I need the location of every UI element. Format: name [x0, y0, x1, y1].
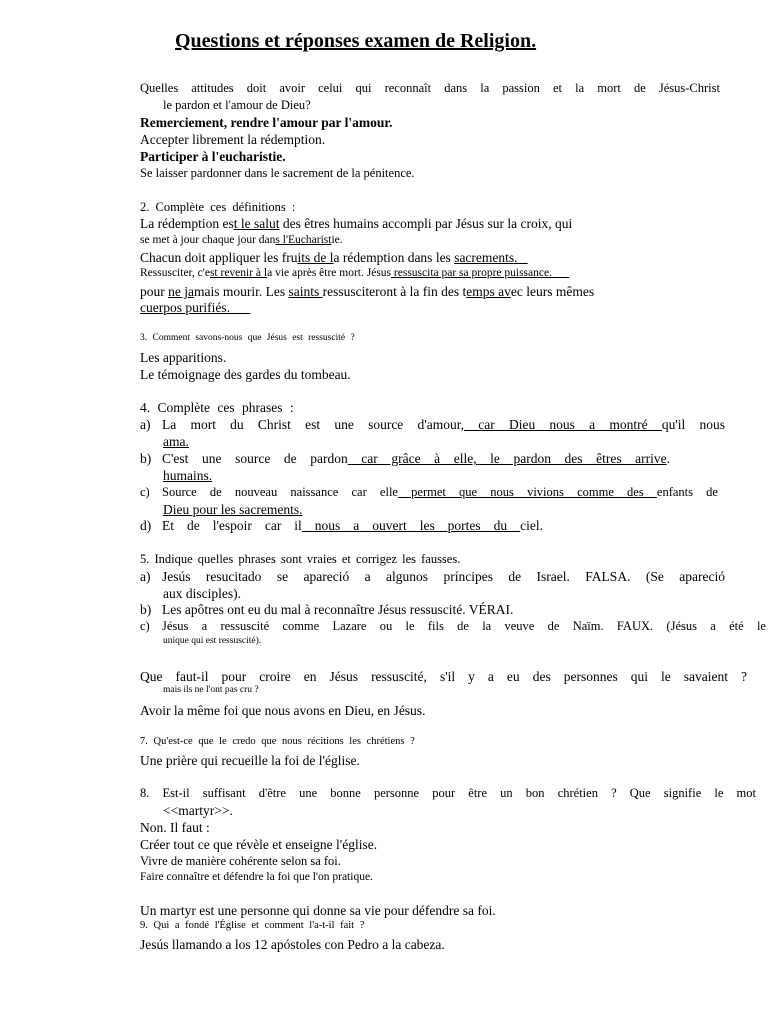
q1-answer-3: Participer à l'eucharistie.	[140, 149, 286, 164]
q2-line5-underlined: saints	[288, 284, 323, 299]
q2-line1-part: La rédemption es	[140, 216, 234, 231]
q7-answer: Une prière qui recueille la foi de l'église.	[140, 753, 360, 768]
q2-line3-part: a rédemption dans les	[333, 250, 455, 265]
q6-line1: Que faut-il pour croire en Jésus ressuscité, s'il y a eu des personnes qui le savaient ?	[140, 669, 747, 684]
q8-answer-4: Faire connaître et défendre la foi que l'on pratique.	[140, 871, 373, 883]
q4-label-d: d)	[140, 518, 152, 533]
q1-line1: Quelles attitudes doit avoir celui qui reconnaît dans la passion et la mort de Jésus-Christ	[140, 81, 720, 95]
q2-line1	[140, 217, 572, 231]
q8-answer-2: Créer tout ce que révèle et enseigne l'église.	[140, 837, 378, 852]
q2-line3	[140, 251, 528, 265]
q4-text-b-part: .	[666, 451, 670, 466]
q5-label-b: b)	[140, 602, 152, 617]
q5-item-a-line2: aux disciples).	[163, 586, 241, 601]
q8-answer-3: Vivre de manière cohérente selon sa foi.	[140, 854, 341, 868]
q4-text-d-part: ciel.	[520, 518, 543, 533]
q4-item-b	[140, 452, 670, 466]
q8-answer-1: Non. Il faut :	[140, 820, 210, 835]
q4-item-a	[140, 418, 725, 432]
q4-heading: 4. Complète ces phrases :	[140, 400, 294, 415]
q1-answer-2: Accepter librement la rédemption.	[140, 132, 326, 147]
q5-text-b: Les apôtres ont eu du mal à reconnaître Jésus ressuscité. VÉRAI.	[162, 602, 514, 617]
q5-item-c-line2: unique qui est ressuscité).	[163, 636, 262, 646]
q2-line2	[140, 235, 343, 247]
page-title: Questions et réponses examen de Religion.	[175, 30, 537, 52]
q6-line2: mais ils ne l'ont pas cru ?	[163, 685, 259, 695]
q8-answer-5: Un martyr est une personne qui donne sa vie pour défendre sa foi.	[140, 903, 496, 918]
q4-text-a-part: qu'il nous	[661, 417, 725, 432]
q4-item-a-line2: ama.	[163, 434, 189, 449]
q4-text-b-part: C'est une source de pardon	[162, 451, 348, 466]
q2-line1-part: des êtres humains accompli par Jésus sur la croix, qui	[279, 216, 573, 231]
q2-heading: 2. Complète ces définitions :	[140, 200, 296, 214]
q2-line5-underlined: ne ja	[168, 284, 194, 299]
q8-line2: <<martyr>>.	[163, 803, 233, 818]
q2-line5-underlined: emps av	[466, 284, 511, 299]
q4-text-a	[162, 418, 725, 432]
q2-line4-underlined	[552, 267, 569, 279]
q4-fill-d: nous a ouvert les portes du	[301, 518, 521, 533]
q4-label-a: a)	[140, 417, 151, 432]
q4-item-d	[140, 519, 543, 533]
q2-line5-part: ressusciteront à la fin des t	[322, 284, 467, 299]
q2-line6: cuerpos purifiés.	[140, 300, 251, 315]
q4-text-b	[162, 452, 670, 466]
q5-item-c	[140, 620, 766, 633]
q4-label-c: c)	[140, 485, 150, 499]
q2-line3-underlined: its de l	[297, 250, 334, 265]
q2-line5-part: ec leurs mêmes	[510, 284, 595, 299]
q4-item-c-line2: Dieu pour les sacrements.	[163, 502, 303, 517]
q2-line3-part: Chacun doit appliquer les fru	[140, 250, 298, 265]
q2-line4-part: Ressusciter, c'e	[140, 267, 210, 279]
q2-line1-underlined: t le salut	[233, 216, 280, 231]
q5-item-b	[140, 603, 513, 617]
q4-text-d	[162, 519, 543, 533]
q5-item-a	[140, 570, 725, 584]
q2-line5-part: pour	[140, 284, 169, 299]
q4-text-d-part: Et de l'espoir car il	[162, 518, 302, 533]
q5-text-a: Jesús resucitado se apareció a algunos príncipes de Israel. FALSA. (Se apareció	[162, 569, 725, 584]
q4-text-a-part: La mort du Christ est une source d'amour,	[162, 417, 465, 432]
q1-answer-1: Remerciement, rendre l'amour par l'amour.	[140, 115, 393, 130]
q1-line2: le pardon et l'amour de Dieu?	[163, 98, 311, 112]
q4-fill-a: car Dieu nous a montré	[464, 417, 662, 432]
q1-answer-4: Se laisser pardonner dans le sacrement de la pénitence.	[140, 166, 415, 180]
q6-answer: Avoir la même foi que nous avons en Dieu, en Jésus.	[140, 703, 426, 718]
q4-text-c-part: Source de nouveau naissance car elle	[162, 485, 398, 499]
q4-text-c	[162, 486, 718, 499]
q2-line5-part: mais mourir. Les	[194, 284, 289, 299]
q3-answer-1: Les apparitions.	[140, 350, 227, 365]
q4-item-b-line2: humains.	[163, 468, 213, 483]
q2-line4	[140, 268, 569, 280]
q7-heading: 7. Qu'est-ce que le credo que nous récitions les chrétiens ?	[140, 736, 415, 747]
q9-heading: 9. Qui a fondé l'Église et comment l'a-t-il fait ?	[140, 920, 365, 931]
q2-line2-underlined: s l'Eucharist	[275, 234, 332, 246]
q2-line2-part: ie.	[331, 234, 343, 246]
q5-text-c: Jésus a ressuscité comme Lazare ou le fils de la veuve de Naïm. FAUX. (Jésus a été le	[162, 619, 766, 633]
q4-fill-c: permet que nous vivions comme des	[397, 485, 657, 499]
q5-heading: 5. Indique quelles phrases sont vraies et corrigez les fausses.	[140, 552, 461, 566]
q2-line2-part: se met à jour chaque jour dan	[140, 234, 276, 246]
q4-fill-b: car grâce à elle, le pardon des êtres arrive	[347, 451, 667, 466]
q8-line1: 8. Est-il suffisant d'être une bonne personne pour être un bon chrétien ? Que signifie le mot	[140, 786, 756, 800]
q4-label-b: b)	[140, 451, 152, 466]
q3-heading: 3. Comment savons-nous que Jésus est ressuscité ?	[140, 333, 355, 343]
q5-label-a: a)	[140, 569, 151, 584]
q9-answer: Jesús llamando a los 12 apóstoles con Pedro a la cabeza.	[140, 937, 445, 952]
q2-line4-part: a vie après être mort. Jésus	[267, 267, 392, 279]
q2-line4-underlined: st revenir à l	[209, 267, 268, 279]
q4-text-c-part: enfants de	[656, 485, 718, 499]
q2-line3-underlined: sacrements.	[454, 250, 528, 265]
q5-label-c: c)	[140, 619, 150, 633]
q2-line5	[140, 285, 594, 299]
q3-answer-2: Le témoignage des gardes du tombeau.	[140, 367, 351, 382]
q4-item-c	[140, 486, 718, 499]
q2-line4-underlined: ressuscita par sa propre puissance.	[391, 267, 552, 279]
